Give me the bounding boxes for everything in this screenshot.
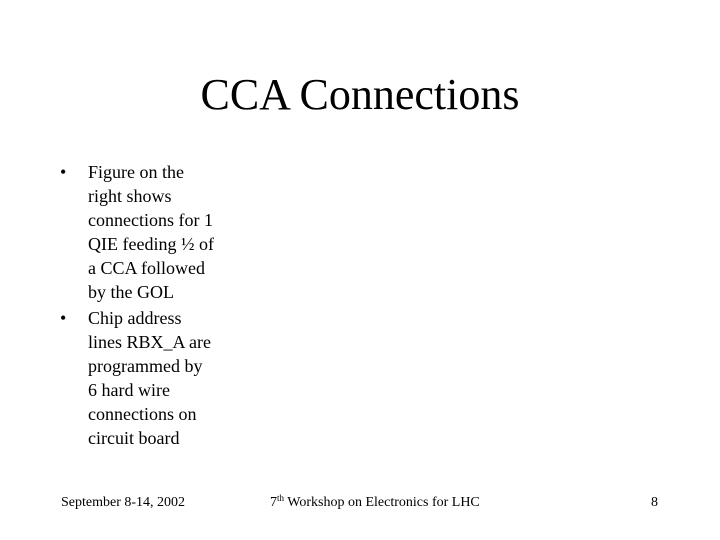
footer-event-title: Workshop on Electronics for LHC — [284, 495, 480, 510]
bullet-text-line: lines RBX_A are — [88, 332, 211, 352]
footer-event-name — [270, 494, 480, 512]
bullet-text-line: QIE feeding ½ of — [88, 234, 214, 254]
slide-title: CCA Connections — [200, 70, 520, 119]
bullet-text-line: connections for 1 — [88, 210, 213, 230]
bullet-text-line: a CCA followed — [88, 258, 205, 278]
bullet-item — [58, 160, 258, 304]
bullet-text-line: by the GOL — [88, 282, 174, 302]
bullet-text-line: 6 hard wire — [88, 380, 170, 400]
page-number: 8 — [651, 495, 658, 510]
footer-event-ordinal-suffix: th — [277, 493, 285, 503]
bullet-marker: • — [60, 308, 67, 328]
bullet-marker: • — [60, 162, 67, 182]
bullet-text-line: connections on — [88, 404, 197, 424]
bullet-text-line: Figure on the — [88, 162, 184, 182]
bullet-text-line: right shows — [88, 186, 172, 206]
bullet-list — [58, 160, 258, 452]
footer-event-ordinal: 7 — [270, 495, 277, 510]
bullet-text-line: programmed by — [88, 356, 203, 376]
footer-date: September 8-14, 2002 — [61, 495, 186, 510]
bullet-text-line: circuit board — [88, 428, 180, 448]
bullet-item — [58, 306, 258, 450]
bullet-text-line: Chip address — [88, 308, 182, 328]
